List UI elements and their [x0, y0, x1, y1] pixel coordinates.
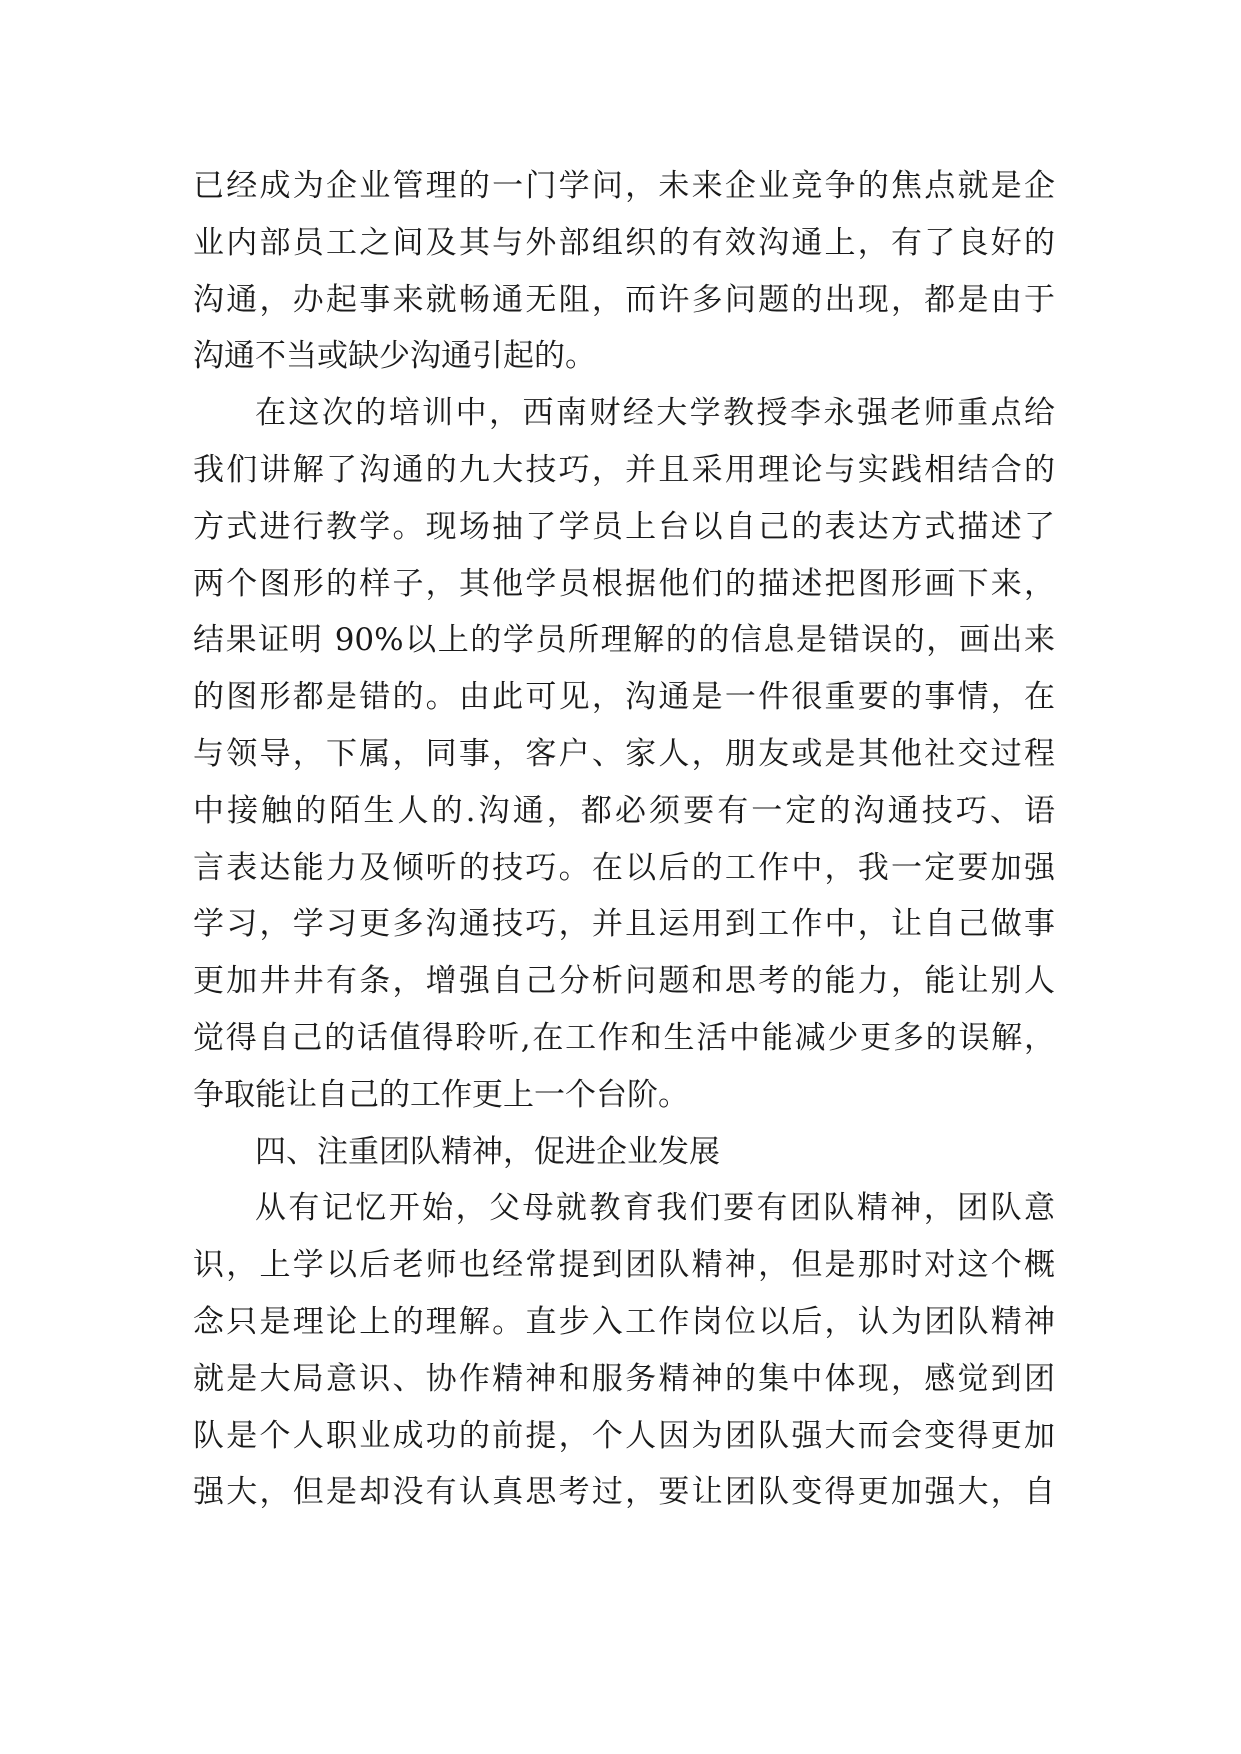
text-line: 言表达能力及倾听的技巧。在以后的工作中，我一定要加强	[193, 849, 1055, 886]
text-line: 从有记忆开始，父母就教育我们要有团队精神，团队意	[255, 1190, 1055, 1227]
text-line: 已经成为企业管理的一门学问，未来企业竞争的焦点就是企	[193, 168, 1055, 204]
text-line: 的图形都是错的。由此可见，沟通是一件很重要的事情，在	[193, 679, 1055, 716]
text-line: 沟通，办起事来就畅通无阻，而许多问题的出现，都是由于	[193, 281, 1055, 318]
text-line: 争取能让自己的工作更上一个台阶。	[193, 1076, 689, 1113]
text-line: 觉得自己的话值得聆听,在工作和生活中能减少更多的误解，	[193, 1019, 1055, 1056]
text-line: 念只是理论上的理解。直步入工作岗位以后，认为团队精神	[193, 1303, 1055, 1340]
text-line: 在这次的培训中，西南财经大学教授李永强老师重点给	[255, 395, 1055, 432]
text-line: 沟通不当或缺少沟通引起的。	[193, 338, 596, 375]
text-line: 识，上学以后老师也经常提到团队精神，但是那时对这个概	[193, 1247, 1055, 1284]
text-line: 学习，学习更多沟通技巧，并且运用到工作中，让自己做事	[193, 906, 1055, 943]
text-line: 方式进行教学。现场抽了学员上台以自己的表达方式描述了	[193, 508, 1055, 545]
text-line: 结果证明 90%以上的学员所理解的的信息是错误的，画出来	[193, 622, 1055, 659]
text-line: 强大，但是却没有认真思考过，要让团队变得更加强大，自	[193, 1474, 1055, 1511]
text-line: 我们讲解了沟通的九大技巧，并且采用理论与实践相结合的	[193, 451, 1055, 488]
text-line: 与领导，下属，同事，客户、家人，朋友或是其他社交过程	[193, 735, 1055, 772]
text-line: 两个图形的样子，其他学员根据他们的描述把图形画下来，	[193, 565, 1055, 602]
text-line: 中接触的陌生人的.沟通，都必须要有一定的沟通技巧、语	[193, 792, 1055, 829]
section-heading: 四、注重团队精神，促进企业发展	[255, 1133, 720, 1170]
text-line: 队是个人职业成功的前提，个人因为团队强大而会变得更加	[193, 1417, 1055, 1454]
text-line: 业内部员工之间及其与外部组织的有效沟通上，有了良好的	[193, 224, 1055, 261]
text-line: 就是大局意识、协作精神和服务精神的集中体现，感觉到团	[193, 1360, 1055, 1397]
document-body	[193, 158, 1055, 1521]
text-line: 更加井井有条，增强自己分析问题和思考的能力，能让别人	[193, 963, 1055, 1000]
